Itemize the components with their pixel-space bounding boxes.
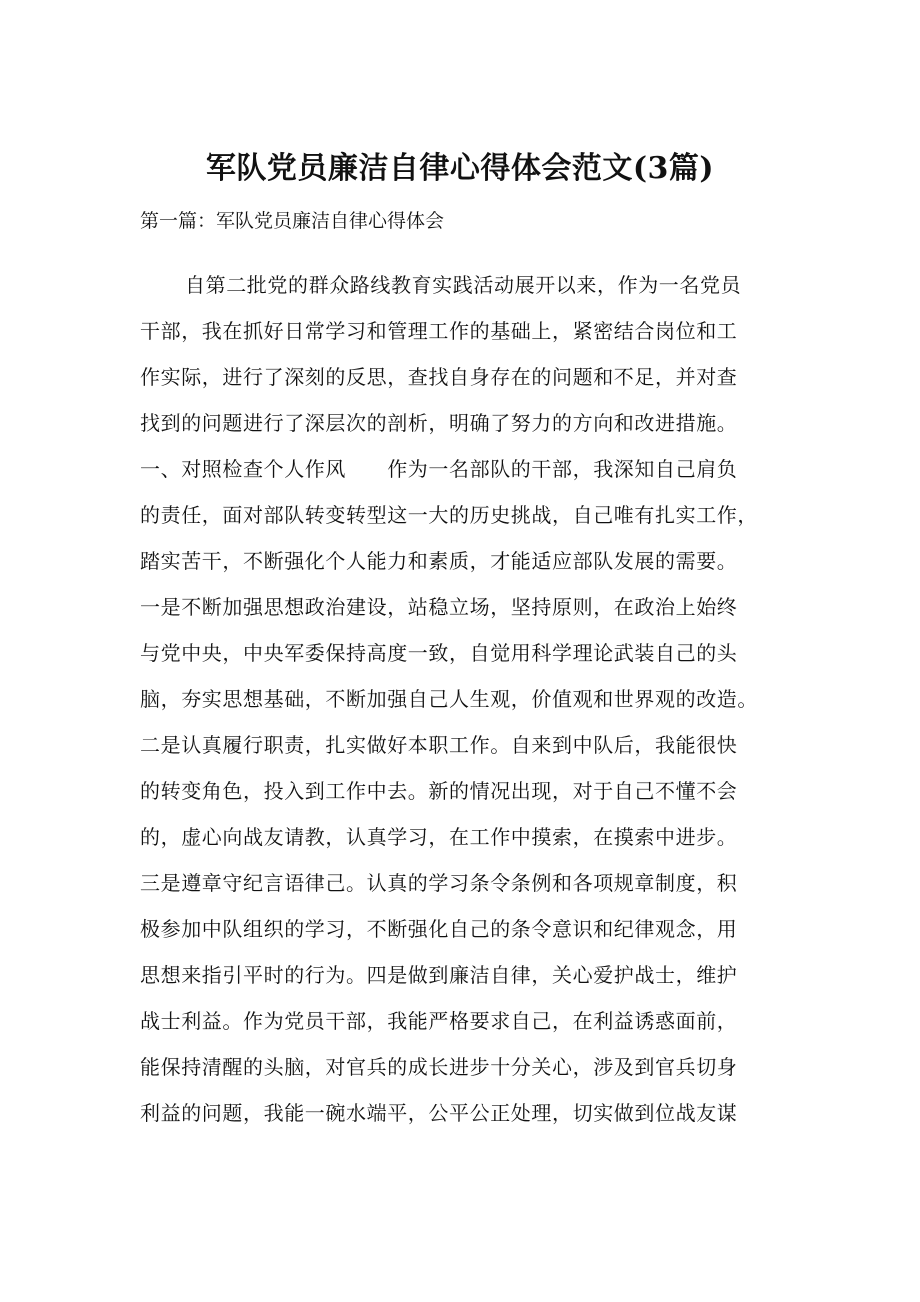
body-line: 作实际，进行了深刻的反思，查找自身存在的问题和不足，并对查 bbox=[140, 365, 738, 389]
body-line: 二是认真履行职责，扎实做好本职工作。自来到中队后，我能很快 bbox=[140, 733, 738, 757]
body-line: 找到的问题进行了深层次的剖析，明确了努力的方向和改进措施。 bbox=[140, 411, 738, 435]
body-line: 一、对照检查个人作风 作为一名部队的干部，我深知自己肩负 bbox=[140, 457, 738, 481]
body-line: 的，虚心向战友请教，认真学习，在工作中摸索，在摸索中进步。 bbox=[140, 825, 738, 849]
body-line: 的责任，面对部队转变转型这一大的历史挑战，自己唯有扎实工作， bbox=[140, 503, 758, 527]
body-line: 利益的问题，我能一碗水端平，公平公正处理，切实做到位战友谋 bbox=[140, 1101, 738, 1125]
body-line: 战士利益。作为党员干部，我能严格要求自己，在利益诱惑面前， bbox=[140, 1009, 738, 1033]
body-line: 的转变角色，投入到工作中去。新的情况出现，对于自己不懂不会 bbox=[140, 779, 738, 803]
body-line: 与党中央，中央军委保持高度一致，自觉用科学理论武装自己的头 bbox=[140, 641, 738, 665]
body-line: 能保持清醒的头脑，对官兵的成长进步十分关心，涉及到官兵切身 bbox=[140, 1055, 738, 1079]
body-text bbox=[140, 267, 820, 1141]
body-line: 一是不断加强思想政治建设，站稳立场，坚持原则，在政治上始终 bbox=[140, 595, 738, 619]
document-title: 军队党员廉洁自律心得体会范文(3篇) bbox=[205, 151, 715, 186]
body-line: 脑，夯实思想基础，不断加强自己人生观，价值观和世界观的改造。 bbox=[140, 687, 758, 711]
body-line: 三是遵章守纪言语律己。认真的学习条令条例和各项规章制度，积 bbox=[140, 871, 738, 895]
body-line: 自第二批党的群众路线教育实践活动展开以来，作为一名党员 bbox=[185, 273, 742, 297]
body-line: 极参加中队组织的学习，不断强化自己的条令意识和纪律观念，用 bbox=[140, 917, 738, 941]
section-subtitle: 第一篇：军队党员廉洁自律心得体会 bbox=[140, 210, 445, 232]
body-line: 干部，我在抓好日常学习和管理工作的基础上，紧密结合岗位和工 bbox=[140, 319, 738, 343]
body-line: 思想来指引平时的行为。四是做到廉洁自律，关心爱护战士，维护 bbox=[140, 963, 738, 987]
body-line: 踏实苦干，不断强化个人能力和素质，才能适应部队发展的需要。 bbox=[140, 549, 738, 573]
